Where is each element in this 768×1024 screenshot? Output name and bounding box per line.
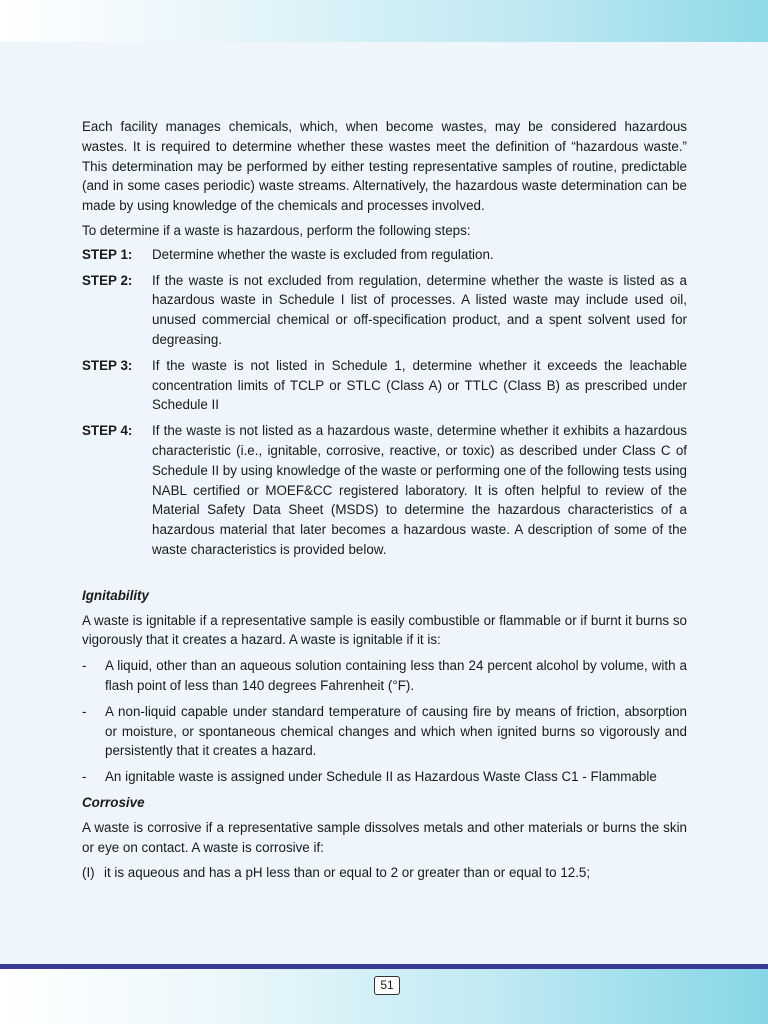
step-text: If the waste is not excluded from regulation, determine whether the waste is listed as a hazardous waste in Schedule I list of processes. A listed waste may include used oil, unused commercial chemical or off-specification product, and a spent solvent used for degreasing.: [152, 272, 687, 347]
corrosive-heading: Corrosive: [82, 794, 145, 810]
bullet-text: A liquid, other than an aqueous solution containing less than 24 percent alcohol by volume, with a flash point of less than 140 degrees Fahrenheit (°F).: [105, 658, 687, 693]
step-1: [82, 245, 687, 265]
ignitability-heading: Ignitability: [82, 587, 149, 603]
list-item: [82, 656, 687, 696]
step-4: [82, 421, 687, 560]
step-text: Determine whether the waste is excluded from regulation.: [152, 246, 494, 262]
page-body: [82, 117, 687, 883]
step-text: If the waste is not listed as a hazardous waste, determine whether it exhibits a hazardous characteristic (i.e., ignitable, corrosive, reactive, or toxic) as described under Class C of Schedule II by using knowledge of the waste or performing one of the following tests using NABL certified or MOEF&CC registered laboratory. It is often helpful to review of the Material Safety Data Sheet (MSDS) to determine the hazardous characteristics of a hazardous material that later becomes a hazardous waste. A description of some of the waste characteristics is provided below.: [152, 423, 687, 557]
list-item: [82, 767, 687, 787]
bullet-dash: -: [82, 769, 87, 785]
ignitability-intro: A waste is ignitable if a representative sample is easily combustible or flammable or if burnt it burns so vigorously that it creates a hazard. A waste is ignitable if it is:: [82, 612, 687, 648]
step-2: [82, 271, 687, 350]
steps-intro: To determine if a waste is hazardous, perform the following steps:: [82, 222, 471, 238]
list-item: [82, 702, 687, 761]
corrosive-intro: A waste is corrosive if a representative sample dissolves metals and other materials or burns the skin or eye on contact. A waste is corrosive if:: [82, 819, 687, 855]
item-text: it is aqueous and has a pH less than or equal to 2 or greater than or equal to 12.5;: [104, 865, 591, 881]
bullet-dash: -: [82, 658, 87, 674]
list-item: [82, 863, 687, 883]
bullet-text: A non-liquid capable under standard temperature of causing fire by means of friction, absorption or moisture, or spontaneous chemical changes and which when ignited burns so vigorously and persistently that it creates a hazard.: [105, 703, 687, 759]
step-label: STEP 1:: [82, 246, 133, 262]
step-label: STEP 3:: [82, 357, 133, 373]
intro-paragraph: Each facility manages chemicals, which, when become wastes, may be considered hazardous wastes. It is required to determine whether these wastes meet the definition of “hazardous waste.” This determination may be performed by either testing representative samples of routine, predictable (and in some cases periodic) waste streams. Alternatively, the hazardous waste determination can be made by using knowledge of the chemicals and processes involved.: [82, 119, 687, 214]
step-label: STEP 4:: [82, 423, 133, 439]
step-label: STEP 2:: [82, 272, 133, 288]
page-number: 51: [374, 976, 400, 995]
bullet-dash: -: [82, 703, 87, 719]
header-band: [0, 0, 768, 42]
step-text: If the waste is not listed in Schedule 1, determine whether it exceeds the leachable concentration limits of TCLP or STLC (Class A) or TTLC (Class B) as prescribed under Schedule II: [152, 357, 687, 413]
bullet-text: An ignitable waste is assigned under Schedule II as Hazardous Waste Class C1 - Flammable: [105, 769, 657, 785]
step-3: [82, 356, 687, 415]
item-number: (I): [82, 865, 95, 881]
